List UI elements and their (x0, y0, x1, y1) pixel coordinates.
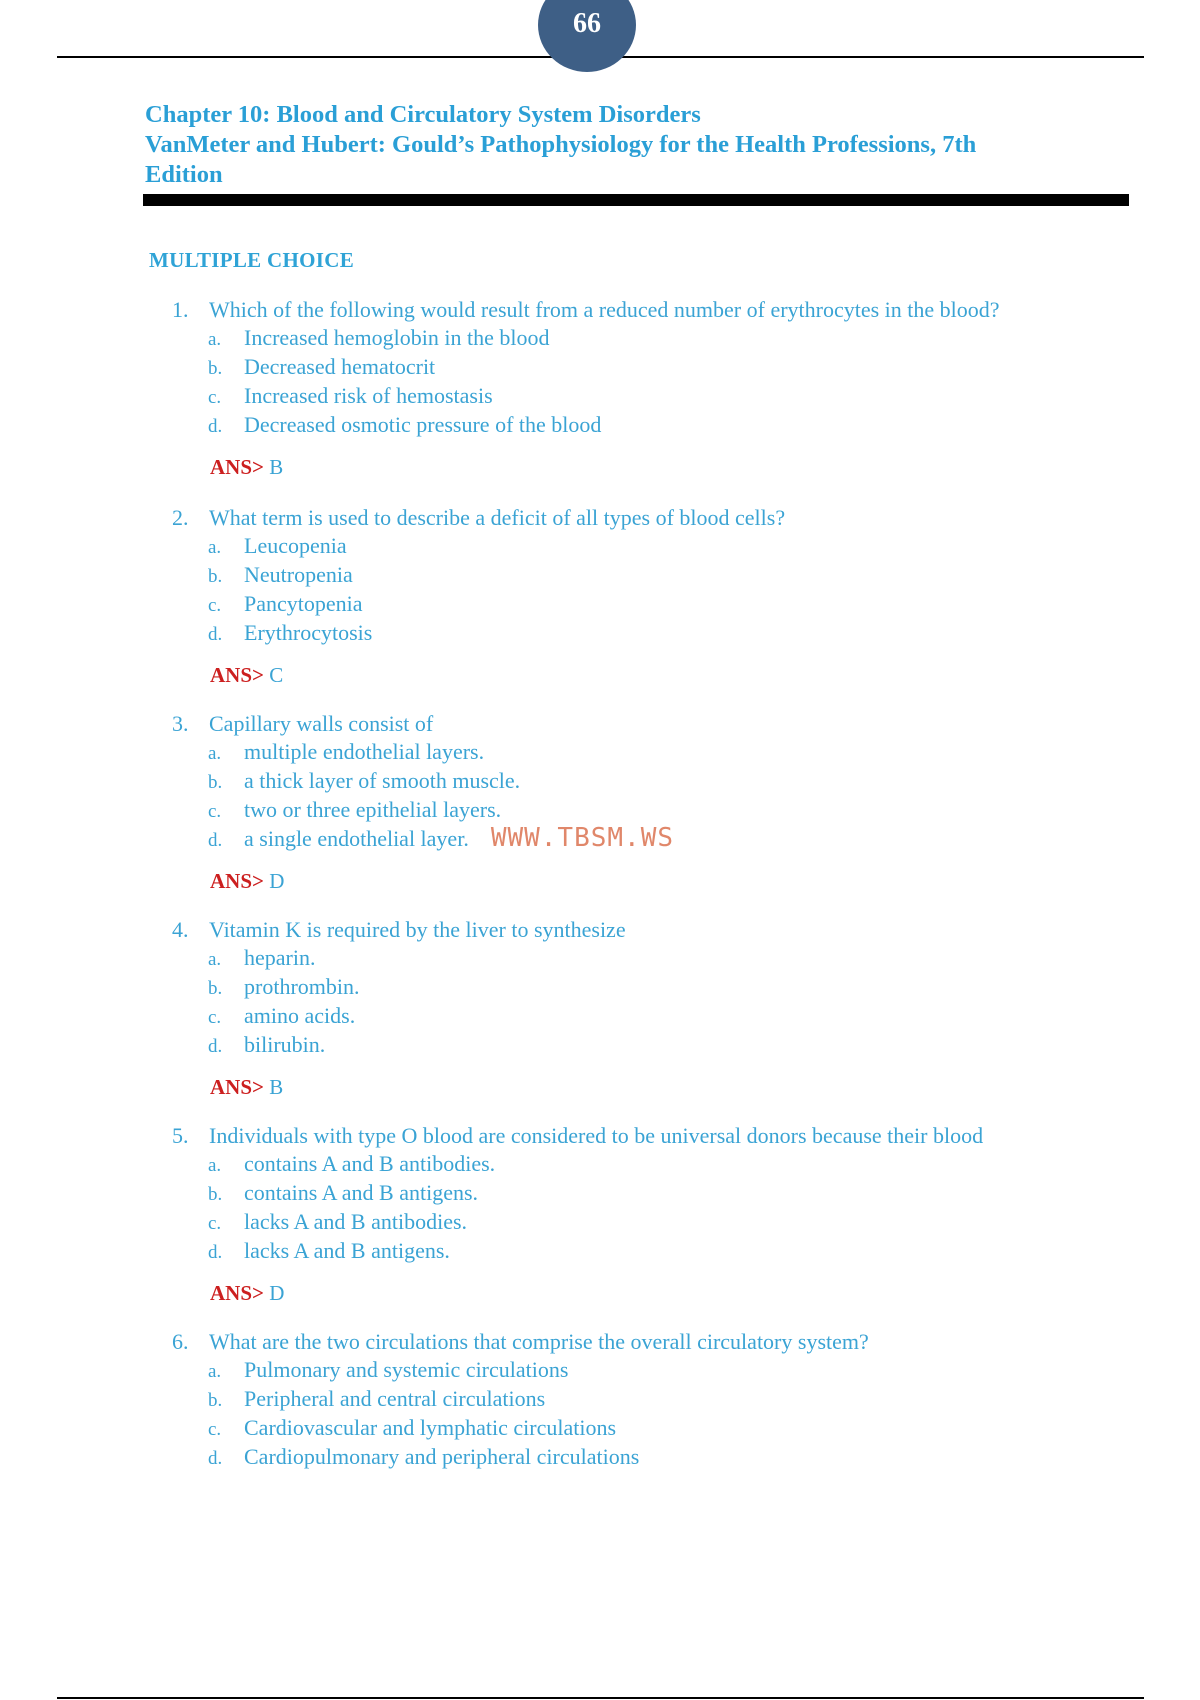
chapter-title: Chapter 10: Blood and Circulatory System Disorders (145, 101, 701, 128)
answer-key (172, 454, 1132, 480)
question-number: 4. (172, 917, 189, 942)
option-letter: a. (208, 329, 222, 350)
option-letter: a. (208, 743, 222, 764)
answer-prefix: ANS> (210, 455, 264, 479)
option-text: Increased risk of hemostasis (244, 383, 493, 408)
answer-option (172, 1179, 1132, 1208)
answer-key (172, 662, 1132, 688)
answer-option (172, 619, 1132, 648)
answer-option (172, 411, 1132, 440)
option-letter: b. (208, 358, 223, 379)
question-text (172, 710, 1132, 738)
option-text: Cardiovascular and lymphatic circulations (244, 1415, 617, 1440)
question-text (172, 1122, 1132, 1150)
bottom-rule (57, 1697, 1144, 1699)
option-letter: d. (208, 830, 223, 851)
answer-key (172, 868, 1132, 894)
option-text: amino acids. (244, 1003, 356, 1028)
option-text: Leucopenia (244, 533, 347, 558)
option-letter: a. (208, 949, 222, 970)
option-text: a single endothelial layer. (244, 826, 469, 851)
answer-option (172, 561, 1132, 590)
question-item (172, 1328, 1132, 1472)
option-text: a thick layer of smooth muscle. (244, 768, 521, 793)
answer-key (172, 1280, 1132, 1306)
answer-option (172, 767, 1132, 796)
answer-prefix: ANS> (210, 1075, 264, 1099)
question-number: 1. (172, 297, 189, 322)
option-letter: c. (208, 387, 222, 408)
answer-option (172, 532, 1132, 561)
question-item (172, 916, 1132, 1100)
chapter-header (145, 100, 1075, 190)
option-text: two or three epithelial layers. (244, 797, 502, 822)
answer-prefix: ANS> (210, 663, 264, 687)
option-text: Decreased osmotic pressure of the blood (244, 412, 602, 437)
question-item (172, 296, 1132, 480)
question-number: 6. (172, 1329, 189, 1354)
option-letter: b. (208, 772, 223, 793)
answer-option (172, 944, 1132, 973)
answer-key (172, 1074, 1132, 1100)
answer-prefix: ANS> (210, 869, 264, 893)
option-letter: c. (208, 1419, 222, 1440)
question-text (172, 916, 1132, 944)
page-number: 66 (573, 8, 601, 39)
question-text (172, 504, 1132, 532)
question-stem: Which of the following would result from a reduced number of erythrocytes in the blood? (209, 297, 1000, 322)
question-stem: Vitamin K is required by the liver to synthesize (209, 917, 626, 942)
option-letter: c. (208, 1213, 222, 1234)
option-text: contains A and B antigens. (244, 1180, 479, 1205)
answer-option (172, 973, 1132, 1002)
answer-option (172, 738, 1132, 767)
answer-option (172, 1237, 1132, 1266)
header-divider (143, 194, 1129, 206)
option-text: lacks A and B antigens. (244, 1238, 450, 1263)
answer-option (172, 796, 1132, 825)
answer-option (172, 1414, 1132, 1443)
answer-option (172, 1356, 1132, 1385)
option-text: bilirubin. (244, 1032, 326, 1057)
question-stem: What term is used to describe a deficit of all types of blood cells? (209, 505, 786, 530)
option-text: Cardiopulmonary and peripheral circulations (244, 1444, 640, 1469)
answer-value: B (269, 1075, 284, 1099)
option-letter: a. (208, 1361, 222, 1382)
answer-value: B (269, 455, 284, 479)
answer-option (172, 324, 1132, 353)
option-letter: b. (208, 1184, 223, 1205)
section-title: MULTIPLE CHOICE (149, 248, 355, 272)
book-title-continued: Edition (145, 161, 223, 188)
option-text: heparin. (244, 945, 316, 970)
option-text: Pulmonary and systemic circulations (244, 1357, 569, 1382)
question-number: 3. (172, 711, 189, 736)
option-text: contains A and B antibodies. (244, 1151, 496, 1176)
option-text: multiple endothelial layers. (244, 739, 485, 764)
answer-value: D (269, 1281, 285, 1305)
option-text: prothrombin. (244, 974, 360, 999)
answer-option (172, 1002, 1132, 1031)
option-letter: c. (208, 1007, 222, 1028)
option-letter: b. (208, 566, 223, 587)
question-list (172, 296, 1132, 1472)
option-letter: d. (208, 624, 223, 645)
answer-option (172, 1385, 1132, 1414)
answer-option (172, 382, 1132, 411)
option-text: Decreased hematocrit (244, 354, 436, 379)
option-letter: d. (208, 1448, 223, 1469)
option-letter: b. (208, 1390, 223, 1411)
question-number: 5. (172, 1123, 189, 1148)
option-letter: d. (208, 1036, 223, 1057)
option-letter: a. (208, 537, 222, 558)
question-text (172, 296, 1132, 324)
answer-prefix: ANS> (210, 1281, 264, 1305)
question-item (172, 504, 1132, 688)
watermark: WWW.TBSM.WS (490, 823, 674, 853)
option-letter: d. (208, 416, 223, 437)
option-letter: c. (208, 595, 222, 616)
answer-value: C (269, 663, 284, 687)
option-text: Neutropenia (244, 562, 353, 587)
option-text: Pancytopenia (244, 591, 363, 616)
question-stem: Individuals with type O blood are considered to be universal donors because their blood (209, 1123, 984, 1148)
option-text: Peripheral and central circulations (244, 1386, 546, 1411)
answer-option (172, 1031, 1132, 1060)
question-item (172, 710, 1132, 894)
option-letter: b. (208, 978, 223, 999)
answer-option (172, 1150, 1132, 1179)
option-letter: d. (208, 1242, 223, 1263)
option-letter: a. (208, 1155, 222, 1176)
answer-option (172, 1208, 1132, 1237)
question-number: 2. (172, 505, 189, 530)
question-stem: What are the two circulations that comprise the overall circulatory system? (209, 1329, 869, 1354)
option-letter: c. (208, 801, 222, 822)
answer-option (172, 1443, 1132, 1472)
answer-option (172, 590, 1132, 619)
book-title: VanMeter and Hubert: Gould’s Pathophysiology for the Health Professions, 7th (145, 131, 977, 158)
option-text: Erythrocytosis (244, 620, 373, 645)
question-text (172, 1328, 1132, 1356)
question-item (172, 1122, 1132, 1306)
answer-option (172, 353, 1132, 382)
option-text: Increased hemoglobin in the blood (244, 325, 550, 350)
answer-option (172, 825, 1132, 854)
option-text: lacks A and B antibodies. (244, 1209, 468, 1234)
page-number-badge (538, 0, 636, 72)
question-stem: Capillary walls consist of (209, 711, 434, 736)
answer-value: D (269, 869, 285, 893)
